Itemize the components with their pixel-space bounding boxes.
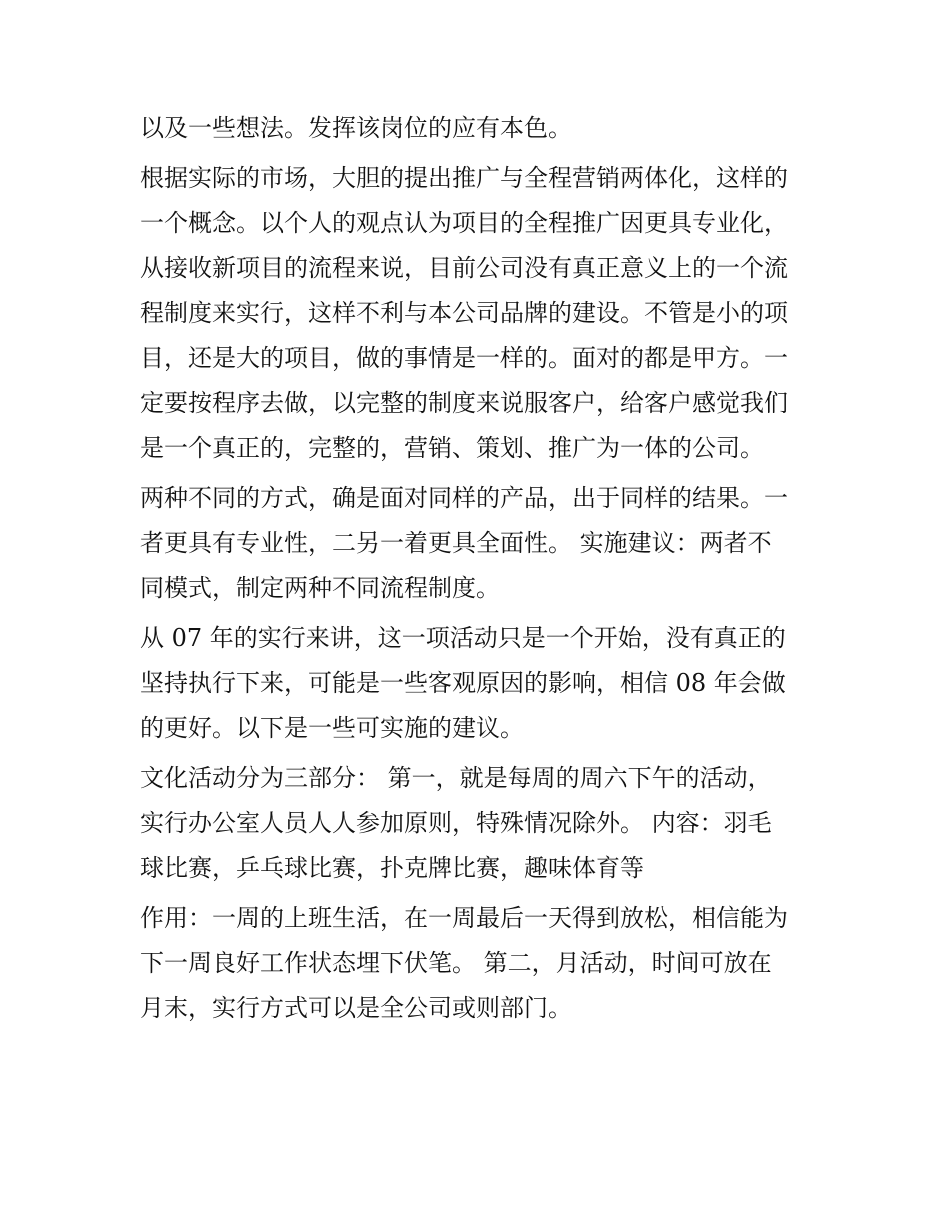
text-line: 一个概念。以个人的观点认为项目的全程推广因更具专业化， (140, 209, 788, 237)
text-line: 是一个真正的，完整的，营销、策划、推广为一体的公司。 (140, 434, 764, 462)
text-line: 实行办公室人员人人参加原则，特殊情况除外。 内容：羽毛 (140, 809, 772, 837)
text-line: 下一周良好工作状态埋下伏笔。 第二，月活动，时间可放在 (140, 949, 772, 977)
text-line: 定要按程序去做，以完整的制度来说服客户，给客户感觉我们 (140, 389, 788, 417)
text-line: 者更具有专业性，二另一着更具全面性。 实施建议：两者不 (140, 529, 772, 557)
text-line: 作用：一周的上班生活，在一周最后一天得到放松，相信能为 (140, 904, 788, 932)
text-line: 根据实际的市场，大胆的提出推广与全程营销两体化，这样的 (140, 164, 788, 192)
text-line: 文化活动分为三部分： 第一，就是每周的周六下午的活动， (140, 764, 772, 792)
text-line: 的更好。以下是一些可实施的建议。 (140, 714, 524, 742)
text-line: 同模式，制定两种不同流程制度。 (140, 574, 500, 602)
text-line: 月末，实行方式可以是全公司或则部门。 (140, 994, 572, 1022)
text-line: 从接收新项目的流程来说，目前公司没有真正意义上的一个流 (140, 254, 788, 282)
text-line: 球比赛，乒乓球比赛，扑克牌比赛，趣味体育等 (140, 854, 644, 882)
text-line: 两种不同的方式，确是面对同样的产品，出于同样的结果。一 (140, 484, 788, 512)
text-line: 程制度来实行，这样不利与本公司品牌的建设。不管是小的项 (140, 299, 788, 327)
document-body (140, 106, 820, 1031)
text-line: 目，还是大的项目，做的事情是一样的。面对的都是甲方。一 (140, 344, 788, 372)
text-line: 坚持执行下来，可能是一些客观原因的影响，相信 08 年会做 (140, 669, 786, 697)
text-line: 从 07 年的实行来讲，这一项活动只是一个开始，没有真正的 (140, 624, 786, 652)
text-line: 以及一些想法。发挥该岗位的应有本色。 (140, 114, 572, 142)
